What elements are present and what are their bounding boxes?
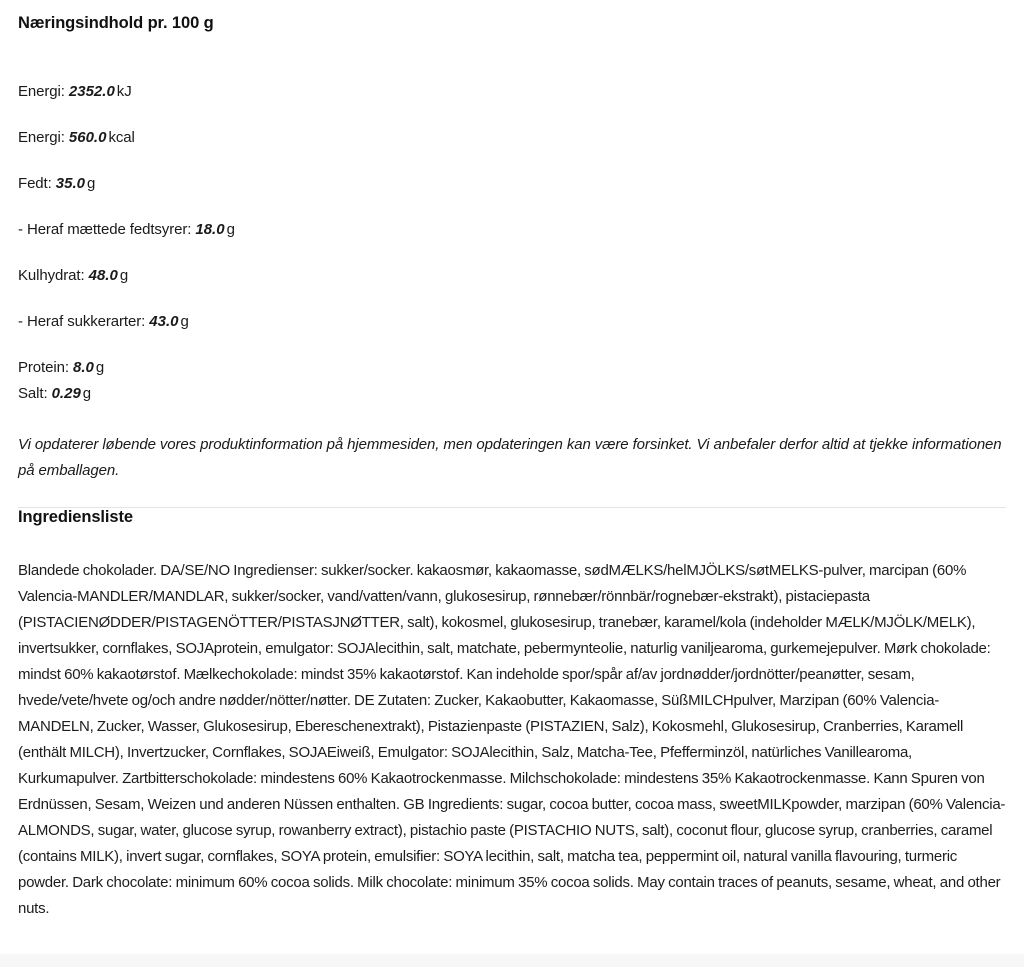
nutrition-section — [18, 0, 1006, 484]
nutrient-label: - Heraf sukkerarter: — [18, 312, 146, 330]
nutrient-value: 18.0 — [195, 220, 225, 238]
nutrient-value: 2352.0 — [68, 82, 115, 100]
nutrient-label: Protein: — [18, 358, 69, 376]
footer-strip — [0, 954, 1024, 967]
nutrient-unit: g — [82, 384, 92, 402]
nutrient-value: 43.0 — [149, 312, 179, 330]
nutrition-row-energy-kcal — [18, 128, 1006, 147]
nutrition-row-carbohydrate — [18, 266, 1006, 285]
nutrient-value: 0.29 — [51, 384, 81, 402]
product-info-disclaimer: Vi opdaterer løbende vores produktinformation på hjemmesiden, men opdateringen kan være forsinket. Vi anbefaler derfor altid at tjekke informationen på emballagen. — [18, 435, 1002, 479]
nutrition-row-protein — [18, 358, 1006, 377]
nutrient-unit: kcal — [108, 128, 135, 146]
nutrient-unit: g — [95, 358, 105, 376]
nutrient-unit: g — [119, 266, 129, 284]
nutrient-unit: g — [180, 312, 189, 330]
ingredients-section — [18, 508, 1006, 922]
nutrition-row-sugars — [18, 312, 1006, 331]
nutrient-label: - Heraf mættede fedtsyrer: — [18, 220, 192, 238]
ingredients-text: Blandede chokolader. DA/SE/NO Ingredienser: sukker/socker. kakaosmør, kakaomasse, sødMÆLKS/helMJÖLKS/søtMELKS-pulver, marcipan (60% Valencia-MANDLER/MANDLAR, sukker/socker, vand/vatten/vann, glukosesirup, rønnebær/rönnbär/rognebær-ekstrakt), pistaciepasta (PISTACIENØDDER/PISTAGENÖTTER/PISTASJNØTTER, salt), kokosmel, glukosesirup, tranebær, karamel/kola (indeholder MÆLK/MJÖLK/MELK), invertsukker, cornflakes, SOJAprotein, emulgator: SOJAlecithin, salt, matchate, pebermynteolie, naturlig vaniljearoma, gurkemejepulver. Mørk chokolade: mindst 60% kakaotørstof. Mælkechokolade: mindst 35% kakaotørstof. Kan indeholde spor/spår af/av jordnødder/jordnötter/peanøtter, sesam, hvede/vete/hvete og/och andre nødder/nötter/nøtter. DE Zutaten: Zucker, Kakaobutter, Kakaomasse, SüßMILCHpulver, Marzipan (60% Valencia-MANDELN, Zucker, Wasser, Glukosesirup, Ebereschenextrakt), Pistazienpaste (PISTAZIEN, Salz), Kokosmehl, Glukosesirup, Cranberries, Karamell (enthält MILCH), Invertzucker, Cornflakes, SOJAEiweiß, Emulgator: SOJAlecithin, Salz, Matcha-Tee, Pfefferminzöl, natürliches Vanillearoma, Kurkumapulver. Zartbitterschokolade: mindestens 60% Kakaotrockenmasse. Milchschokolade: mindestens 35% Kakaotrockenmasse. Kann Spuren von Erdnüssen, Sesam, Weizen und anderen Nüssen enthalten. GB Ingredients: sugar, cocoa butter, cocoa mass, sweetMILKpowder, marzipan (60% Valencia-ALMONDS, sugar, water, glucose syrup, rowanberry extract), pistachio paste (PISTACHIO NUTS, salt), coconut flour, glucose syrup, cranberries, caramel (contains MILK), invert sugar, cornflakes, SOYA protein, emulsifier: SOYA lecithin, salt, matcha tea, peppermint oil, natural vanilla flavouring, turmeric powder. Dark chocolate: minimum 60% cocoa solids. Milk chocolate: minimum 35% cocoa solids. May contain traces of peanuts, sesame, wheat, and other nuts. — [18, 561, 1006, 917]
nutrient-unit: g — [86, 174, 96, 192]
nutrient-label: Energi: — [18, 82, 65, 100]
nutrient-value: 560.0 — [68, 128, 107, 146]
nutrient-value: 48.0 — [88, 266, 118, 284]
nutrition-row-fat — [18, 174, 1006, 193]
nutrient-label: Fedt: — [18, 174, 52, 192]
nutrient-value: 35.0 — [55, 174, 85, 192]
nutrient-label: Salt: — [18, 384, 48, 402]
nutrient-unit: kJ — [116, 82, 132, 100]
nutrition-row-energy-kj — [18, 82, 1006, 101]
nutrient-value: 8.0 — [72, 358, 94, 376]
ingredients-heading: Ingrediensliste — [18, 507, 133, 526]
nutrient-label: Energi: — [18, 128, 65, 146]
nutrition-row-saturated-fat — [18, 220, 1006, 239]
nutrition-heading: Næringsindhold pr. 100 g — [18, 14, 214, 32]
nutrient-label: Kulhydrat: — [18, 266, 85, 284]
nutrition-row-salt — [18, 384, 1006, 403]
nutrient-unit: g — [226, 220, 235, 238]
